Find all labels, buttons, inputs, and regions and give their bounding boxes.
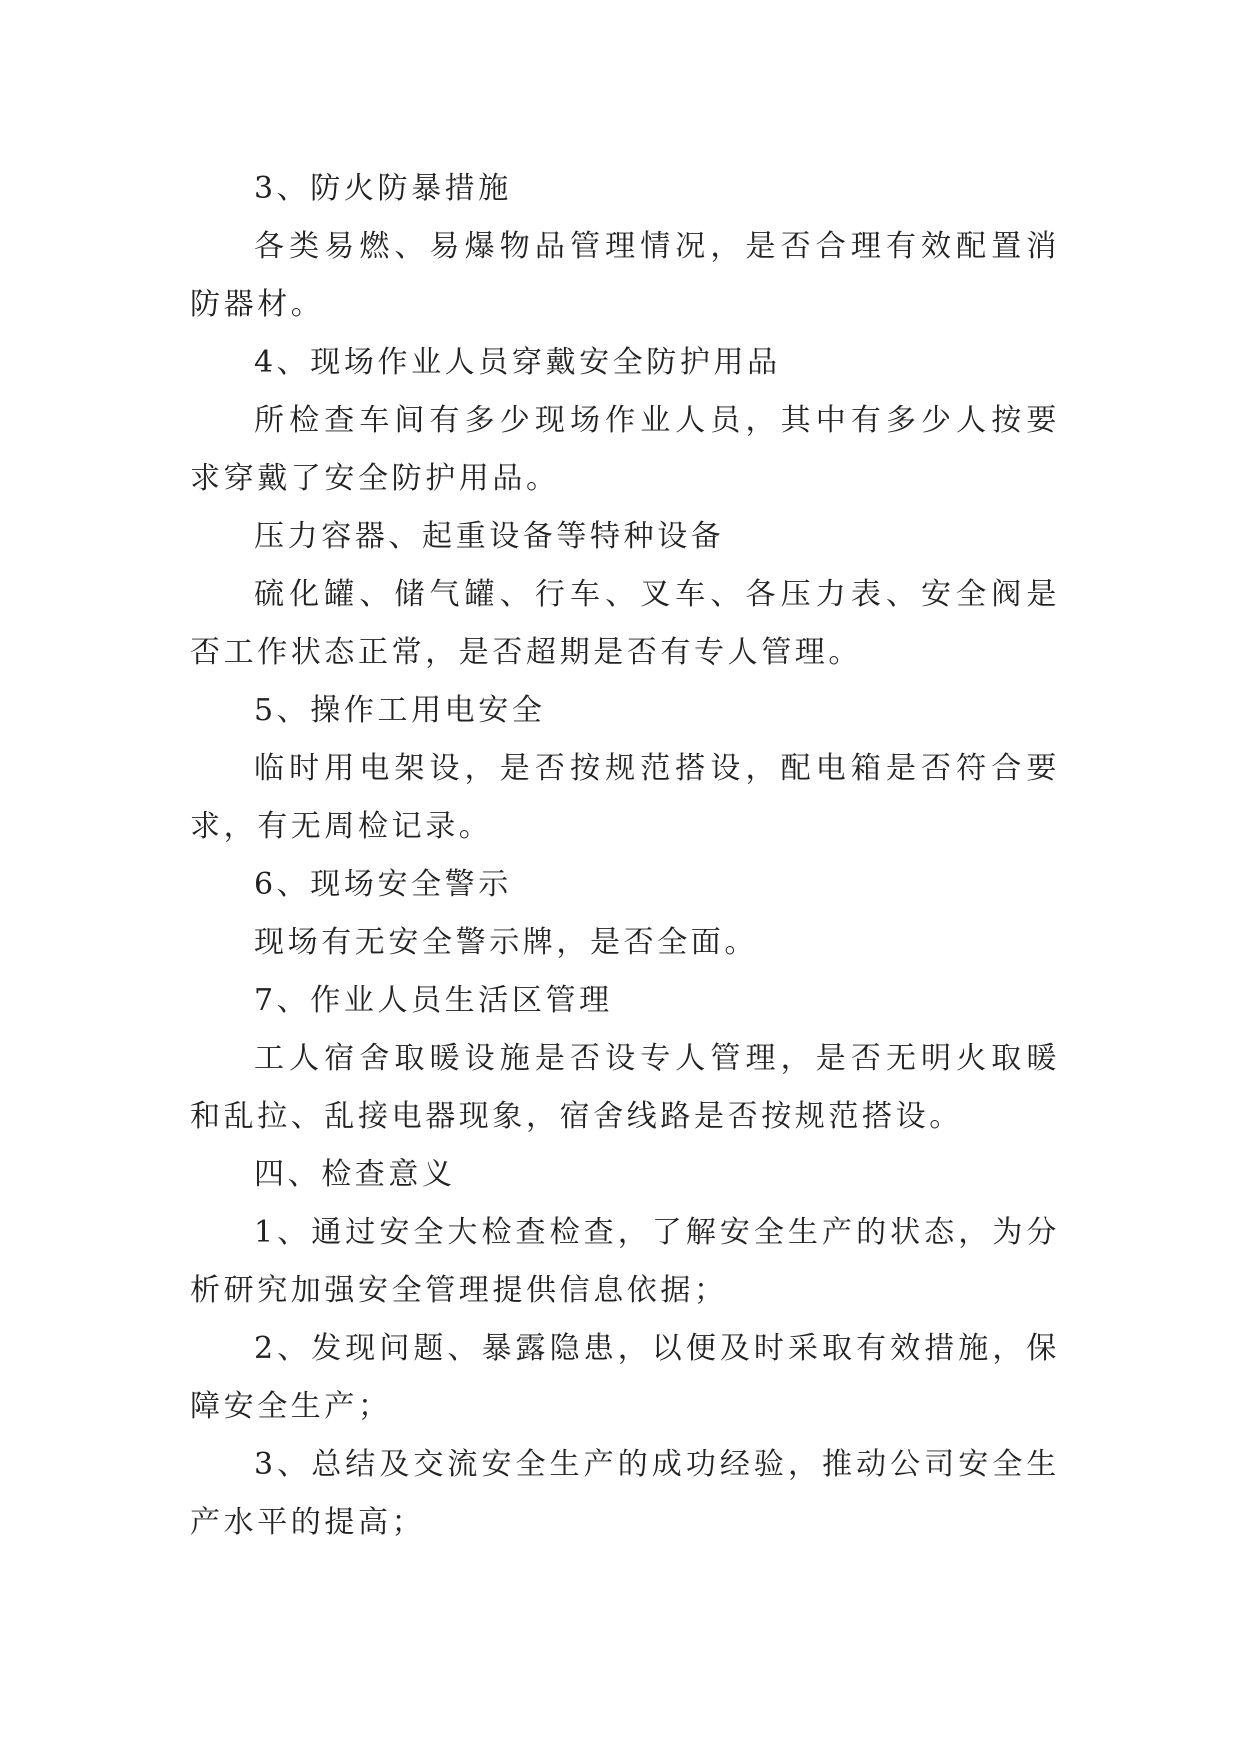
heading-living-area: 7、作业人员生活区管理 — [254, 983, 613, 1018]
heading-inspection-significance: 四、检查意义 — [254, 1157, 456, 1192]
document-body — [190, 160, 1060, 1552]
heading-safety-warnings: 6、现场安全警示 — [254, 867, 512, 902]
paragraph-significance-1: 1、通过安全大检查检查，了解安全生产的状态，为分析研究加强安全管理提供信息依据； — [190, 1215, 1060, 1308]
paragraph-safety-warnings: 现场有无安全警示牌，是否全面。 — [254, 925, 758, 960]
paragraph-living-area: 工人宿舍取暖设施是否设专人管理，是否无明火取暖和乱拉、乱接电器现象，宿舍线路是否按规范搭设。 — [190, 1041, 1060, 1134]
heading-special-equipment: 压力容器、起重设备等特种设备 — [254, 519, 725, 554]
heading-electrical-safety: 5、操作工用电安全 — [254, 693, 546, 728]
paragraph-significance-2: 2、发现问题、暴露隐患，以便及时采取有效措施，保障安全生产； — [190, 1331, 1060, 1424]
paragraph-electrical-safety: 临时用电架设，是否按规范搭设，配电箱是否符合要求，有无周检记录。 — [190, 751, 1060, 844]
paragraph-special-equipment: 硫化罐、储气罐、行车、叉车、各压力表、安全阀是否工作状态正常，是否超期是否有专人管理。 — [190, 577, 1060, 670]
paragraph-protective-equipment: 所检查车间有多少现场作业人员，其中有多少人按要求穿戴了安全防护用品。 — [190, 403, 1060, 496]
heading-fire-explosion-prevention: 3、防火防暴措施 — [254, 171, 512, 206]
heading-protective-equipment: 4、现场作业人员穿戴安全防护用品 — [254, 345, 781, 380]
paragraph-significance-3: 3、总结及交流安全生产的成功经验，推动公司安全生产水平的提高； — [190, 1447, 1060, 1540]
paragraph-flammable-materials: 各类易燃、易爆物品管理情况，是否合理有效配置消防器材。 — [190, 229, 1060, 322]
